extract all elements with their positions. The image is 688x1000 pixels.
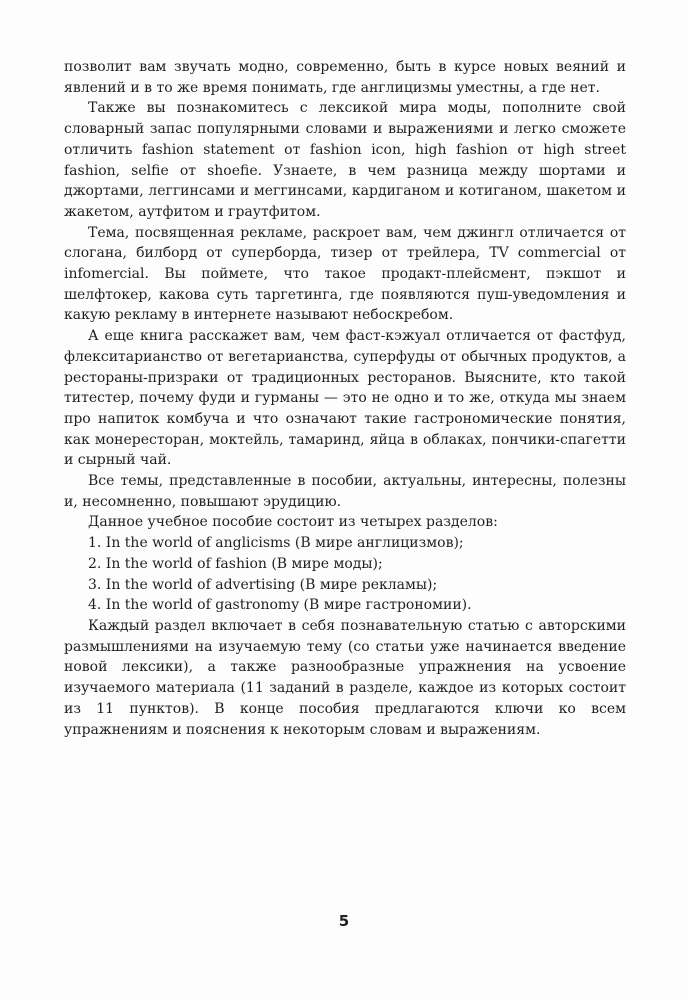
paragraph-fashion: Также вы познакомитесь с лексикой мира моды, пополните свой словарный запас популярными словами и выражениями и легко сможете отличить fashion statement от fashion icon, high fashion от high street fashion, selfie от shoefie. Узнаете, в чем разница между шортами и джортами, леггинсами и меггинсами, кардиганом и котиганом, шакетом и жакетом, аутфитом и граутфитом. bbox=[64, 100, 626, 220]
section-list-item-1: 1. In the world of anglicisms (В мире англицизмов); bbox=[88, 535, 464, 552]
paragraph-gastronomy: А еще книга расскажет вам, чем фаст-кэжуал отличается от фастфуд, флекситарианство от вегетарианства, суперфуды от обычных продуктов, а рестораны-призраки от традиционных ресторанов. Выясните, кто такой титестер, почему фуди и гурманы — это не одно и то же, откуда мы знаем про напиток комбуча и что означают такие гастрономические понятия, как монересторан, моктейль, тамаринд, яйца в облаках, пончики-спагетти и сырный чай. bbox=[64, 328, 626, 469]
section-list-item-2: 2. In the world of fashion (В мире моды); bbox=[88, 555, 383, 572]
paragraph-closing: Каждый раздел включает в себя познавательную статью с авторскими размышлениями на изучаемую тему (со статьи уже начинается введение новой лексики), а также разнообразные упражнения на усвоение изучаемого материала (11 заданий в разделе, каждое из которых состоит из 11 пунктов). В конце пособия предлагаются ключи ко всем упражнениям и пояснения к некоторым словам и выражениям. bbox=[64, 617, 626, 738]
paragraph-sections-intro: Данное учебное пособие состоит из четырех разделов: bbox=[88, 514, 498, 531]
page-number: 5 bbox=[338, 912, 350, 930]
paragraph-all-topics: Все темы, представленные в пособии, актуальны, интересны, полезны и, несомненно, повышают эрудицию. bbox=[64, 473, 626, 510]
section-list-item-4: 4. In the world of gastronomy (В мире гастрономии). bbox=[88, 597, 472, 614]
section-list-item-3: 3. In the world of advertising (В мире рекламы); bbox=[88, 576, 438, 593]
paragraph-advertising: Тема, посвященная рекламе, раскроет вам, чем джингл отличается от слогана, билборд от суперборда, тизер от трейлера, TV commercial от infomercial. Вы поймете, что такое продакт-плейсмент, пэкшот и шелфтокер, какова суть таргетинга, где появляются пуш-уведомления и какую рекламу в интернете называют небоскребом. bbox=[64, 224, 626, 324]
paragraph-continuation: позволит вам звучать модно, современно, быть в курсе новых веяний и явлений и в то же время понимать, где англицизмы уместны, а где нет. bbox=[64, 59, 626, 96]
body-text bbox=[64, 57, 626, 740]
